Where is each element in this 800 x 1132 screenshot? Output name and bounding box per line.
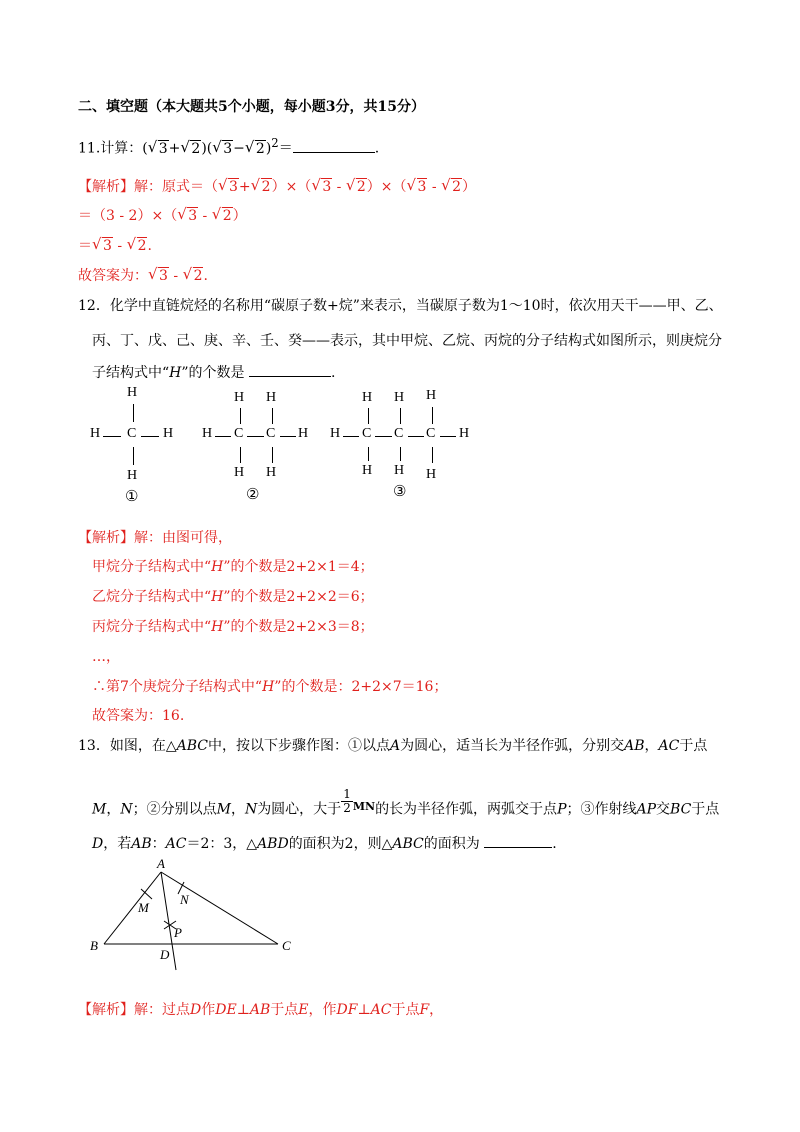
q12-final-answer: 故答案为：16. bbox=[92, 708, 185, 724]
q12-solution-line2: 乙烷分子结构式中“H”的个数是2+2×2＝6； bbox=[92, 589, 374, 605]
sqrt-3: √ 3 bbox=[213, 139, 233, 159]
sqrt-2: √ 2 bbox=[181, 139, 201, 159]
answer-blank bbox=[484, 833, 552, 848]
analysis-tag: 【解析】 bbox=[78, 179, 134, 195]
analysis-tag: 【解析】 bbox=[78, 1002, 134, 1018]
side-ab bbox=[104, 872, 161, 944]
q11-solution-line1: 【解析】解：原式＝（√ 3+√ 2）×（√ 3 - √ 2）×（√ 3 - √ 2） bbox=[78, 177, 476, 197]
label-c: C bbox=[282, 938, 291, 953]
sqrt-3: √ 3 bbox=[149, 139, 169, 159]
q12-solution-line5: ∴第7个庚烷分子结构式中“H”的个数是：2+2×7＝16； bbox=[92, 679, 448, 695]
section-title: 二、填空题（本大题共5个小题，每小题3分，共15分） bbox=[78, 99, 425, 115]
q13-line2: M，N；②分别以点M，N为圆心，大于 $\frac{1}{2}$ $^{MN}$的长为半径作弧，两弧交于点P；③作射线AP交BC于点 bbox=[92, 787, 720, 818]
q12-solution-line0: 【解析】解：由图可得， bbox=[78, 530, 232, 546]
figure-label-2: ② bbox=[246, 487, 260, 503]
label-b: B bbox=[90, 938, 98, 953]
answer-blank bbox=[249, 362, 331, 377]
answer-blank bbox=[293, 138, 375, 153]
molecule-figures: H H C H H ① H H H C C H H H ② H H H H C C C H H H H ③ bbox=[90, 385, 470, 505]
q11-final-answer: 故答案为：√ 3 - √ 2. bbox=[78, 266, 208, 286]
label-p: P bbox=[174, 925, 182, 940]
q12-line3: 子结构式中“H”的个数是 . bbox=[92, 362, 335, 383]
label-m: M bbox=[138, 900, 149, 915]
label-a: A bbox=[157, 858, 165, 871]
figure-label-3: ③ bbox=[393, 484, 407, 500]
question-number: 11. bbox=[78, 140, 101, 157]
q12-solution-line1: 甲烷分子结构式中“H”的个数是2+2×1＝4； bbox=[92, 559, 374, 575]
analysis-tag: 【解析】 bbox=[78, 530, 134, 546]
question-number: 12． bbox=[78, 298, 110, 314]
figure-label-1: ① bbox=[125, 489, 139, 505]
fraction-half: $\frac{1}{2}$ bbox=[343, 787, 351, 815]
question-number: 13． bbox=[78, 738, 110, 754]
q11-solution-line3: ＝√ 3 - √ 2. bbox=[78, 236, 152, 256]
label-n: N bbox=[180, 892, 189, 907]
q11-prefix: 计算： bbox=[100, 140, 143, 157]
exponent: 2 bbox=[271, 136, 279, 150]
q12-line1: 12．化学中直链烷烃的名称用“碳原子数+烷”来表示，当碳原子数为1～10时，依次用天干——甲、乙、 bbox=[78, 298, 723, 314]
label-d: D bbox=[160, 947, 170, 962]
q12-line2: 丙、丁、戊、己、庚、辛、壬、癸——表示，其中甲烷、乙烷、丙烷的分子结构式如图所示，则庚烷分 bbox=[92, 333, 722, 349]
sqrt-2: √ 2 bbox=[246, 139, 266, 159]
q11-solution-line2: ＝（3 - 2）×（√ 3 - √ 2） bbox=[78, 206, 247, 226]
q12-solution-line3: 丙烷分子结构式中“H”的个数是2+2×3＝8； bbox=[92, 619, 374, 635]
q13-line1: 13．如图，在△ABC中，按以下步骤作图：①以点A为圆心，适当长为半径作弧，分别交AB，AC于点 bbox=[78, 738, 708, 754]
q13-line3: D，若AB：AC＝2：3，△ABD的面积为2，则△ABC的面积为 . bbox=[92, 833, 557, 854]
q12-solution-line4: …， bbox=[92, 649, 120, 665]
triangle-figure bbox=[80, 858, 310, 978]
q11-question: 11.计算：(√ 3+√ 2)(√ 3−√ 2)$^2$＝ . bbox=[78, 133, 379, 159]
q13-solution-line1: 【解析】解：过点D作DE⊥AB于点E，作DF⊥AC于点F， bbox=[78, 1002, 444, 1018]
